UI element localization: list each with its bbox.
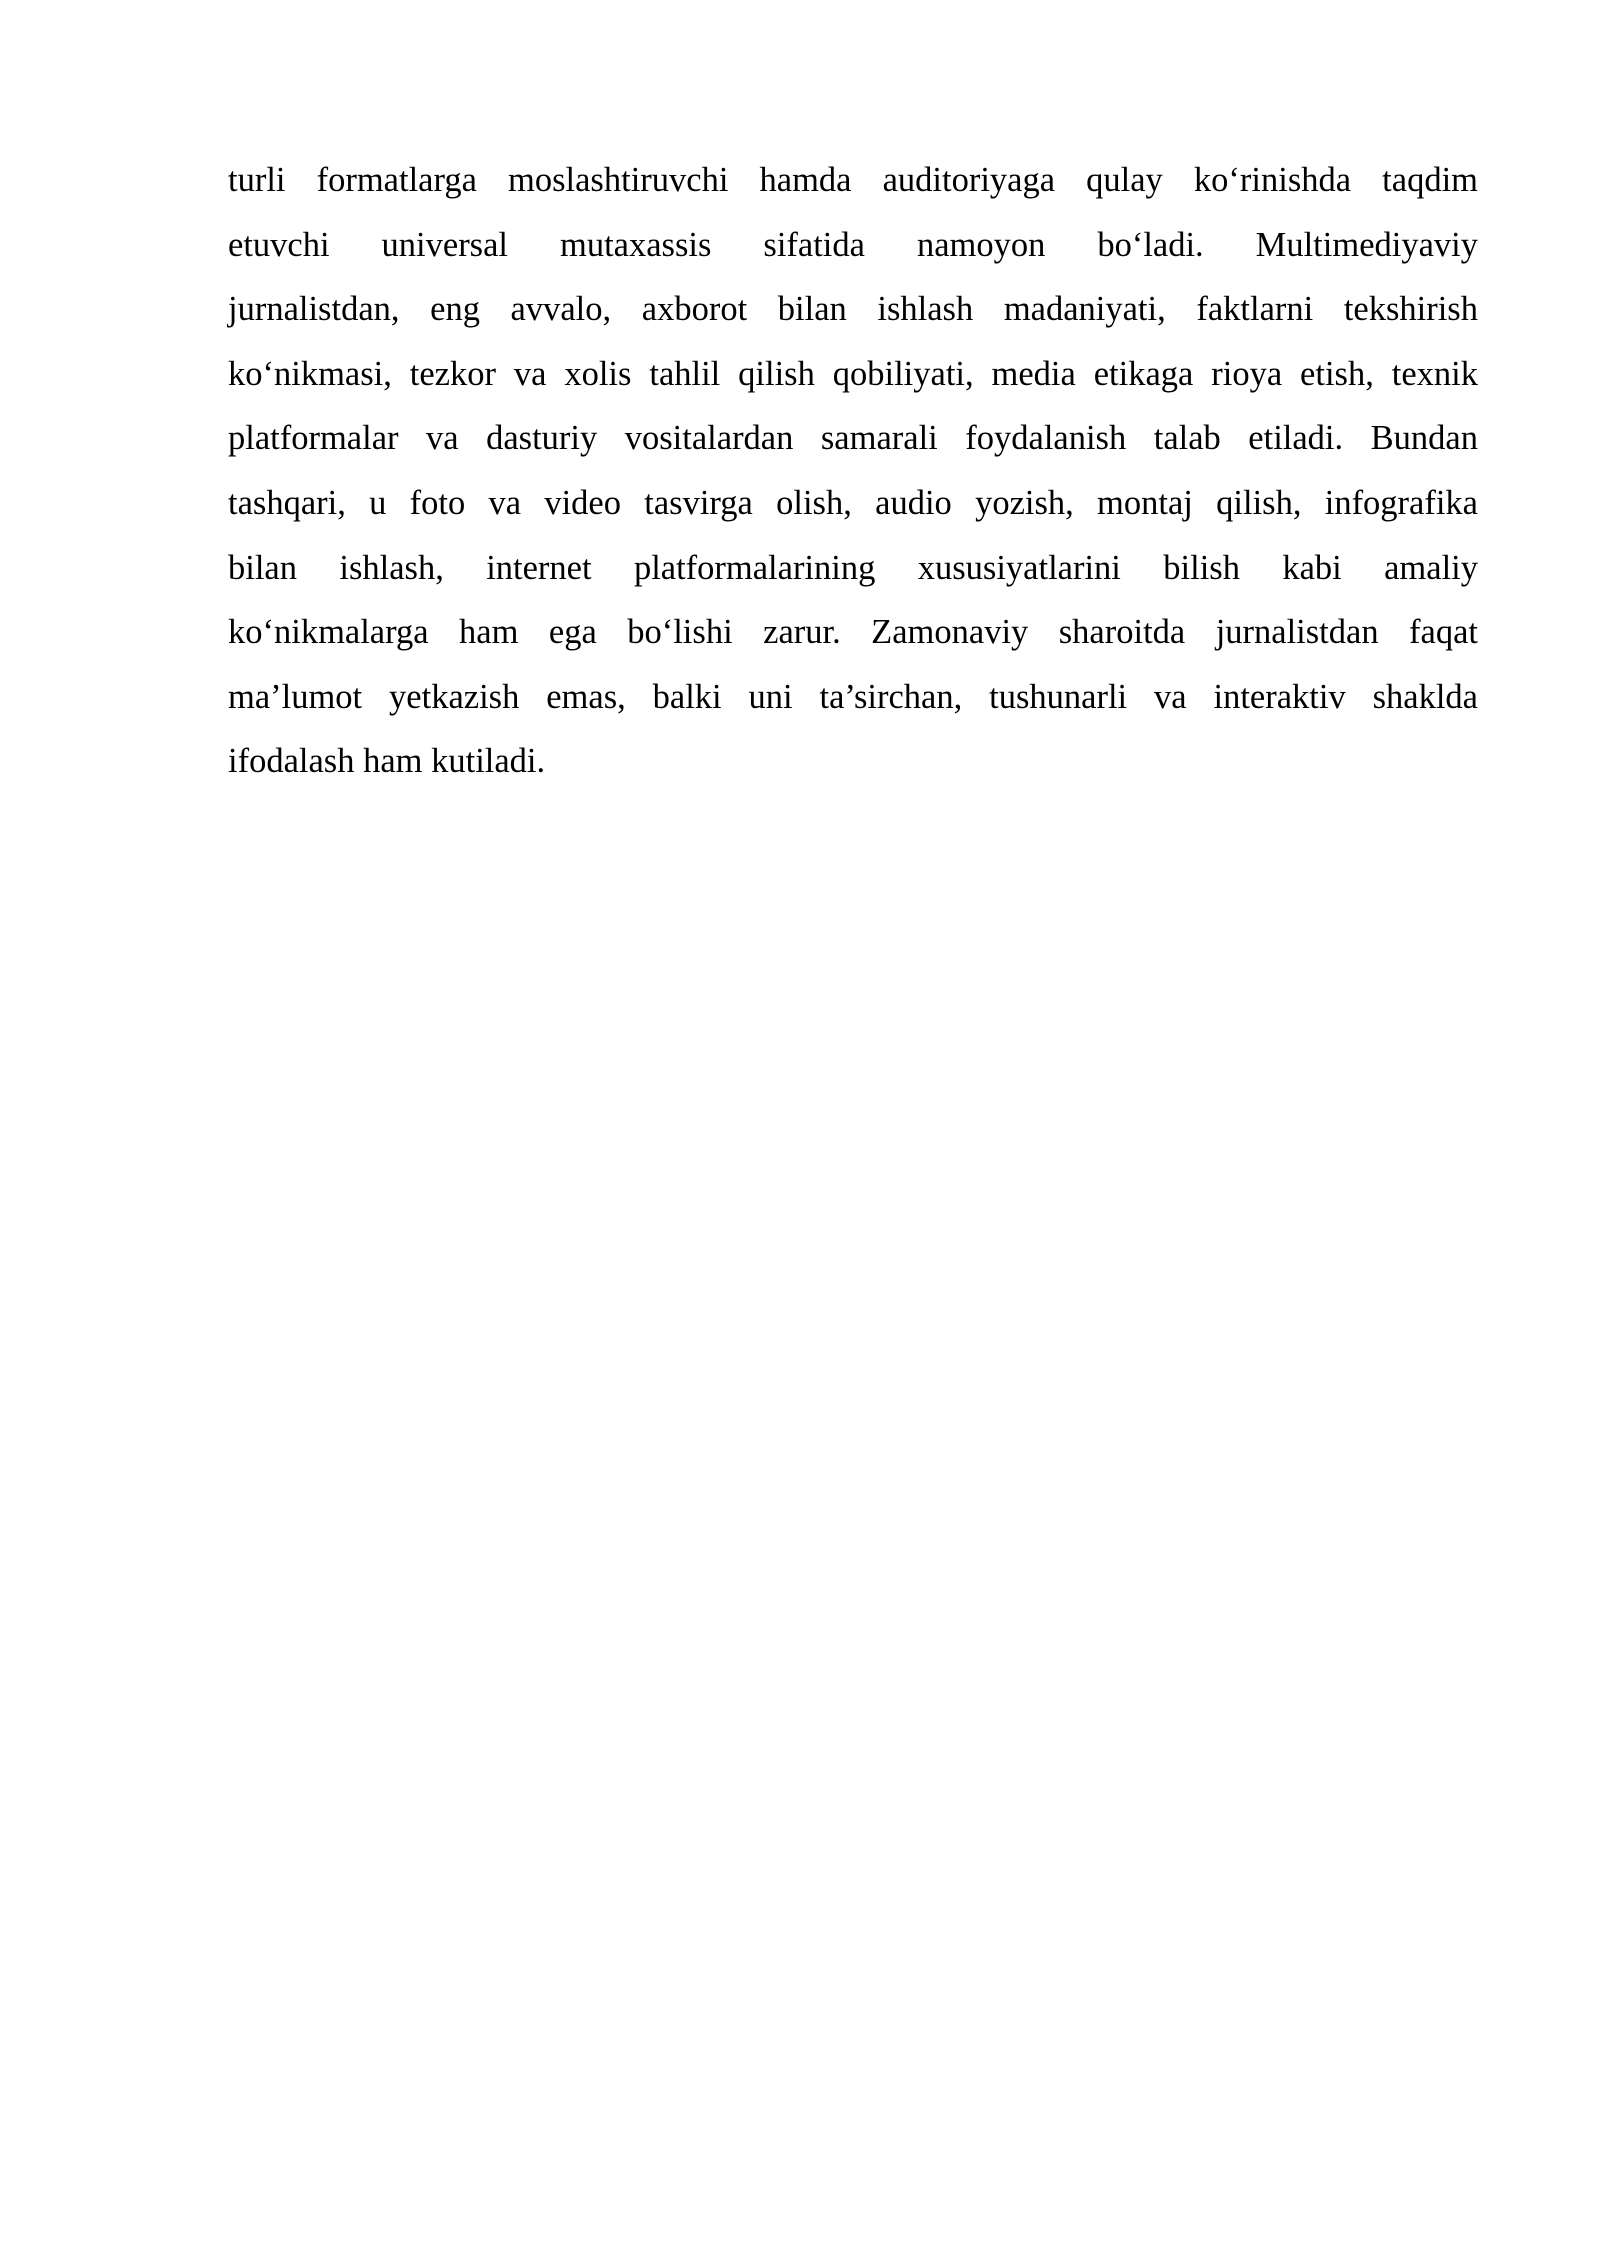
paragraph-line-5: platformalar va dasturiy vositalardan samarali foydalanish talab etiladi. Bundan	[228, 419, 1478, 458]
paragraph-line-2: etuvchi universal mutaxassis sifatida namoyon bo‘ladi. Multimediyaviy	[228, 225, 1478, 264]
paragraph-line-9: ma’lumot yetkazish emas, balki uni ta’sirchan, tushunarli va interaktiv shaklda	[228, 677, 1478, 716]
paragraph-line-10: ifodalash ham kutiladi.	[228, 742, 546, 781]
paragraph-line-6: tashqari, u foto va video tasvirga olish, audio yozish, montaj qilish, infografika	[228, 483, 1478, 522]
paragraph-line-1: turli formatlarga moslashtiruvchi hamda auditoriyaga qulay ko‘rinishda taqdim	[228, 161, 1478, 199]
paragraph-line-8: ko‘nikmalarga ham ega bo‘lishi zarur. Zamonaviy sharoitda jurnalistdan faqat	[228, 613, 1478, 652]
body-paragraph	[228, 148, 1478, 794]
paragraph-line-7: bilan ishlash, internet platformalarining xususiyatlarini bilish kabi amaliy	[228, 548, 1478, 587]
paragraph-line-3: jurnalistdan, eng avvalo, axborot bilan ishlash madaniyati, faktlarni tekshirish	[228, 290, 1478, 329]
paragraph-line-4: ko‘nikmasi, tezkor va xolis tahlil qilish qobiliyati, media etikaga rioya etish, texnik	[228, 354, 1478, 393]
